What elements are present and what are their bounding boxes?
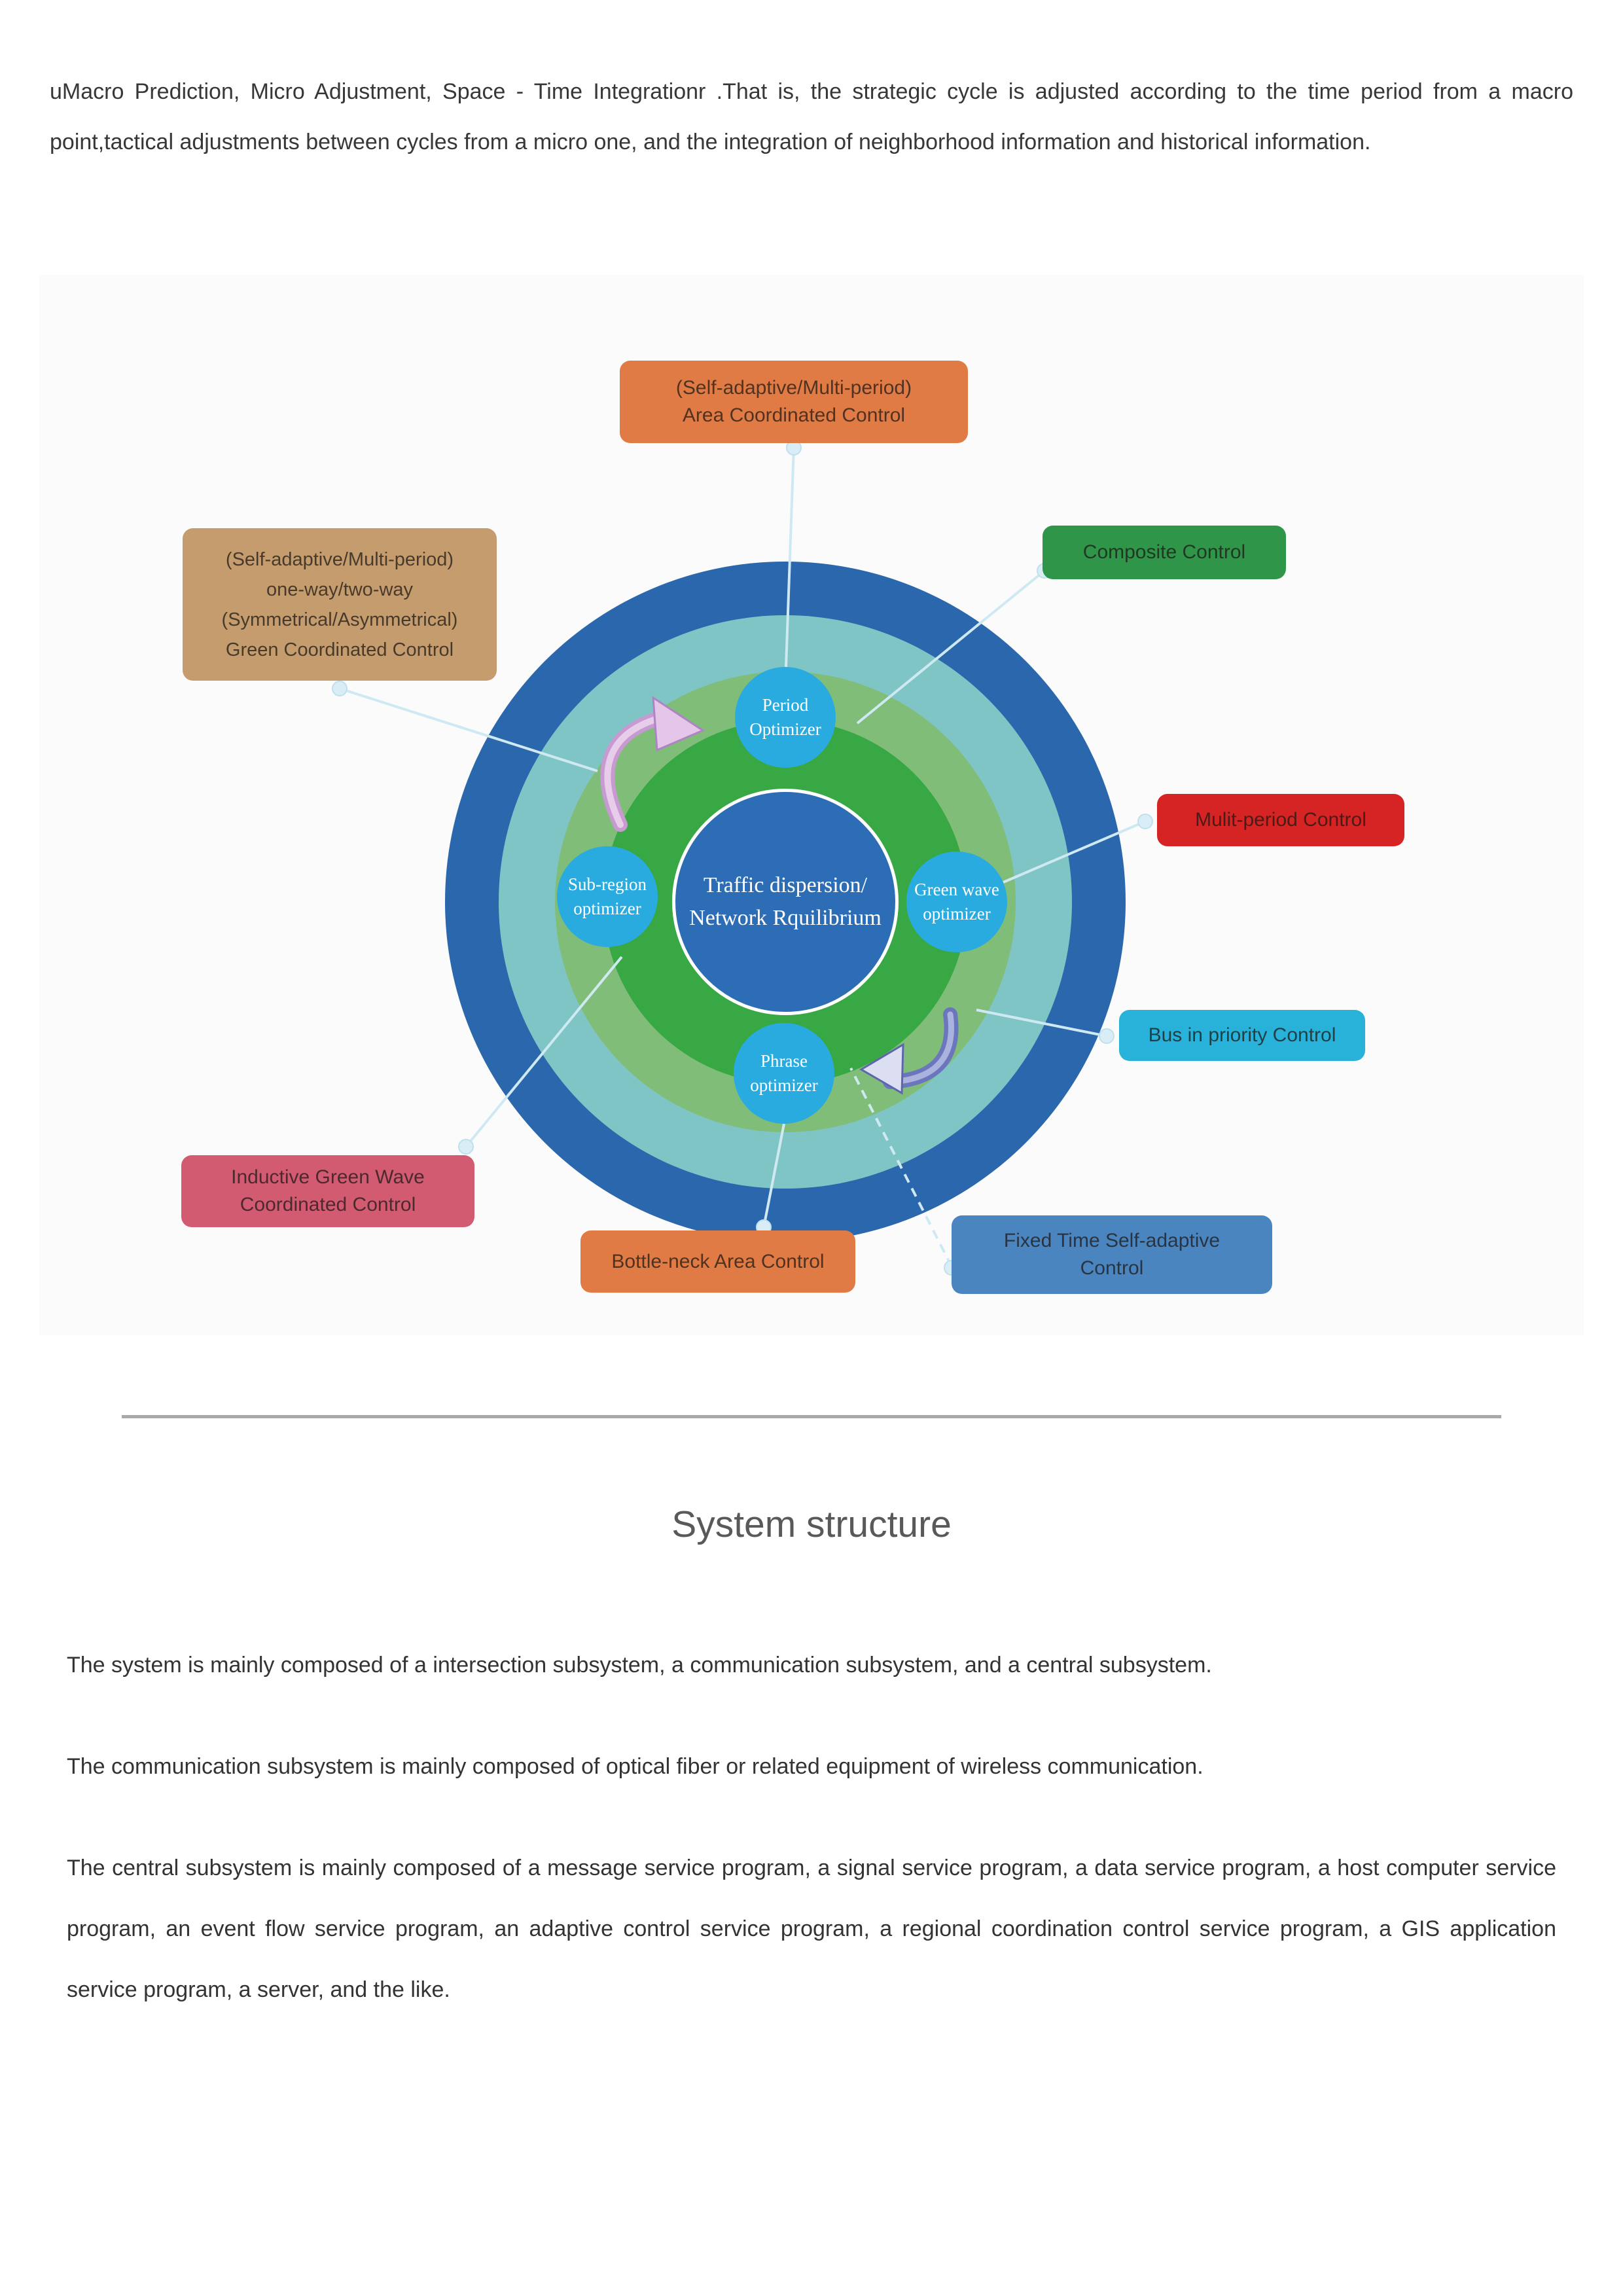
greenwave-optimizer-label: Green wave: [914, 880, 999, 899]
label-green-coordinated-control: (Self-adaptive/Multi-period) one-way/two-way (Symmetrical/Asymmetrical) Green Coordinated Control: [183, 528, 497, 681]
phrase-optimizer-label: Phrase: [760, 1051, 808, 1071]
paragraph-communication: The communication subsystem is mainly composed of optical fiber or related equipment of wireless communication.: [67, 1754, 1204, 1779]
subregion-optimizer-circle: Sub-region optimizer: [557, 846, 658, 947]
center-circle-label-line2: Network Rquilibrium: [689, 906, 882, 930]
system-structure-text: [67, 1635, 1556, 2061]
label-fixed-time-self-adaptive-control: Fixed Time Self-adaptive Control: [952, 1215, 1272, 1294]
label-composite-control: Composite Control: [1043, 526, 1286, 579]
label-inductive-green-wave-control: Inductive Green Wave Coordinated Control: [181, 1155, 474, 1227]
connector-dot: [1099, 1029, 1114, 1043]
connector-dot: [459, 1139, 473, 1154]
paragraph-system: The system is mainly composed of a intersection subsystem, a communication subsystem, and a central subsystem.: [67, 1653, 1212, 1677]
intro-paragraph: uMacro Prediction, Micro Adjustment, Space - Time Integrationr .That is, the strategic cycle is adjusted according to the time period from a macro point,tactical adjustments between cycles from a micro one, and the integration of neighborhood information and historical information.: [50, 79, 1573, 154]
greenwave-optimizer-circle: Green wave optimizer: [906, 852, 1007, 952]
period-optimizer-circle: Period Optimizer: [735, 667, 836, 768]
section-divider: [122, 1415, 1501, 1418]
label-multi-period-control: Mulit-period Control: [1157, 794, 1404, 846]
paragraph-central: The central subsystem is mainly composed of a message service program, a signal service program, a data service program, a host computer service program, an event flow service program, an adaptive control service program, a regional coordination control service program, a GIS application service program, a server, and the like.: [67, 1856, 1556, 2002]
subregion-optimizer-label: Sub-region: [568, 874, 647, 894]
connector-dot: [332, 681, 347, 696]
traffic-control-diagram: [39, 275, 1584, 1335]
page-title: System structure: [671, 1503, 952, 1545]
label-bus-in-priority-control: Bus in priority Control: [1119, 1010, 1365, 1061]
center-circle-label-line1: Traffic dispersion/: [703, 873, 868, 897]
period-optimizer-label: Period: [762, 695, 809, 715]
connector-dot: [1138, 814, 1152, 829]
center-circle: [672, 789, 899, 1015]
phrase-optimizer-circle: Phrase optimizer: [734, 1023, 834, 1124]
label-area-coordinated-control: (Self-adaptive/Multi-period) Area Coordinated Control: [620, 361, 968, 443]
label-bottle-neck-area-control: Bottle-neck Area Control: [580, 1230, 855, 1293]
